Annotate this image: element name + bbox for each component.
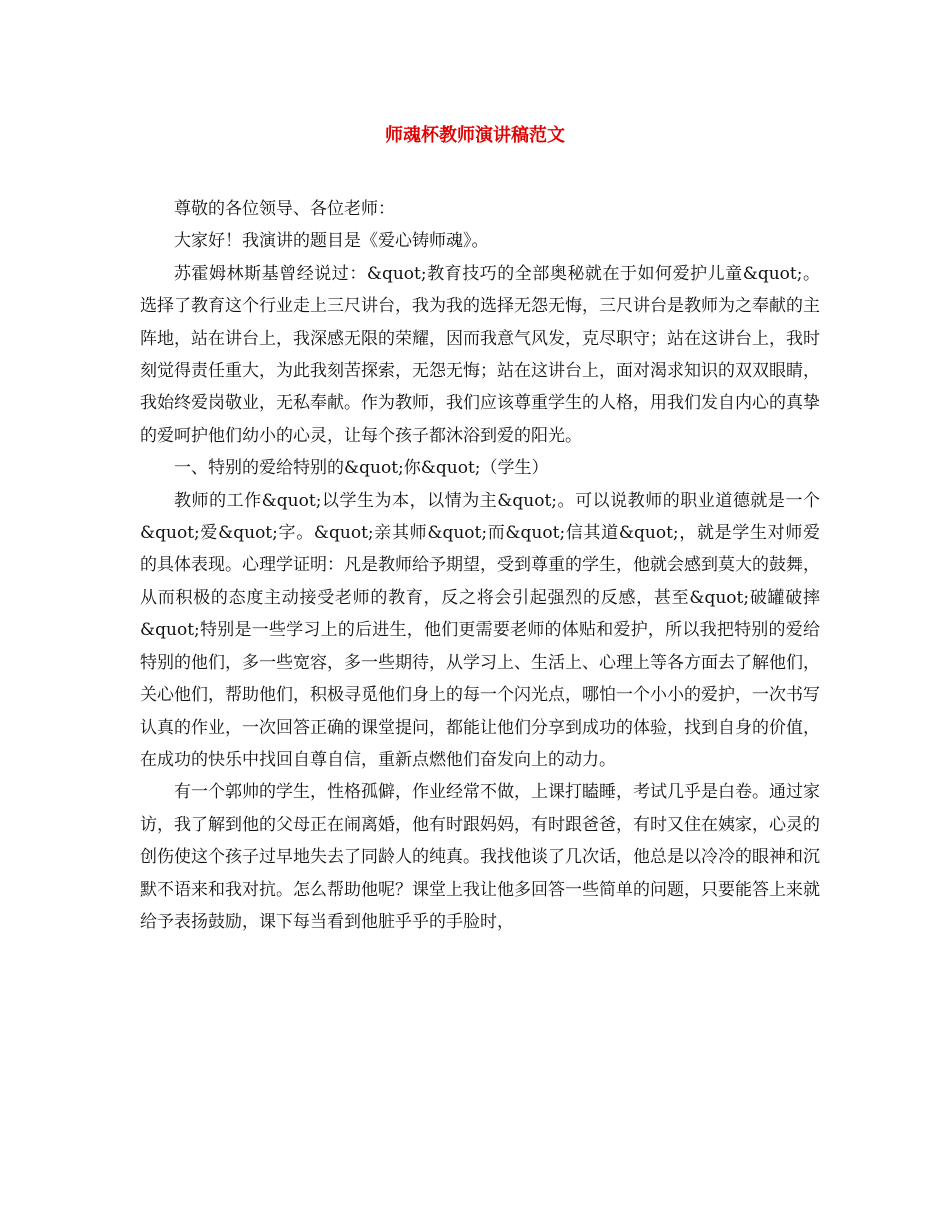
body-paragraph: 教师的工作&quot;以学生为本，以情为主&quot;。可以说教师的职业道德就是一个&quot;爱&quot;字。&quot;亲其师&quot;而&quot;信其道&quot;，就是学生对师爱的具体表现。心理学证明：凡是教师给予期望，受到尊重的学生，他就会感到莫大的鼓舞，从而积极的态度主动接受老师的教育，反之将会引起强烈的反感，甚至&quot;破罐破摔&quot;特别是一些学习上的后进生，他们更需要老师的体贴和爱护，所以我把特别的爱给特别的他们，多一些宽容，多一些期待，从学习上、生活上、心理上等各方面去了解他们，关心他们，帮助他们，积极寻觅他们身上的每一个闪光点，哪怕一个小小的爱护，一次书写认真的作业，一次回答正确的课堂提问，都能让他们分享到成功的体验，找到自身的价值，在成功的快乐中找回自尊自信，重新点燃他们奋发向上的动力。 xyxy=(140,490,820,770)
body-paragraph: 苏霍姆林斯基曾经说过：&quot;教育技巧的全部奥秘就在于如何爱护儿童&quot;。选择了教育这个行业走上三尺讲台，我为我的选择无怨无悔，三尺讲台是教师为之奉献的主阵地，站在讲台上，我深感无限的荣耀，因而我意气风发，克尽职守；站在这讲台上，我时刻觉得责任重大，为此我刻苦探索，无怨无悔；站在这讲台上，面对渴求知识的双双眼睛，我始终爱岗敬业，无私奉献。作为教师，我们应该尊重学生的人格，用我们发自内心的真挚的爱呵护他们幼小的心灵，让每个孩子都沐浴到爱的阳光。 xyxy=(140,263,820,446)
document-title: 师魂杯教师演讲稿范文 xyxy=(385,125,565,146)
document-body xyxy=(140,193,820,938)
section-heading: 一、特别的爱给特别的&quot;你&quot;（学生） xyxy=(174,458,549,479)
salutation: 尊敬的各位领导、各位老师： xyxy=(174,199,395,219)
body-paragraph: 有一个郭帅的学生，性格孤僻，作业经常不做，上课打瞌睡，考试几乎是白卷。通过家访，我了解到他的父母正在闹离婚，他有时跟妈妈，有时跟爸爸，有时又住在姨家，心灵的创伤使这个孩子过早地失去了同龄人的纯真。我找他谈了几次话，他总是以冷冷的眼神和沉默不语来和我对抗。怎么帮助他呢？课堂上我让他多回答一些简单的问题，只要能答上来就给予表扬鼓励，课下每当看到他脏乎乎的手脸时， xyxy=(140,782,820,932)
greeting-paragraph: 大家好！我演讲的题目是《爱心铸师魂》。 xyxy=(174,231,489,252)
